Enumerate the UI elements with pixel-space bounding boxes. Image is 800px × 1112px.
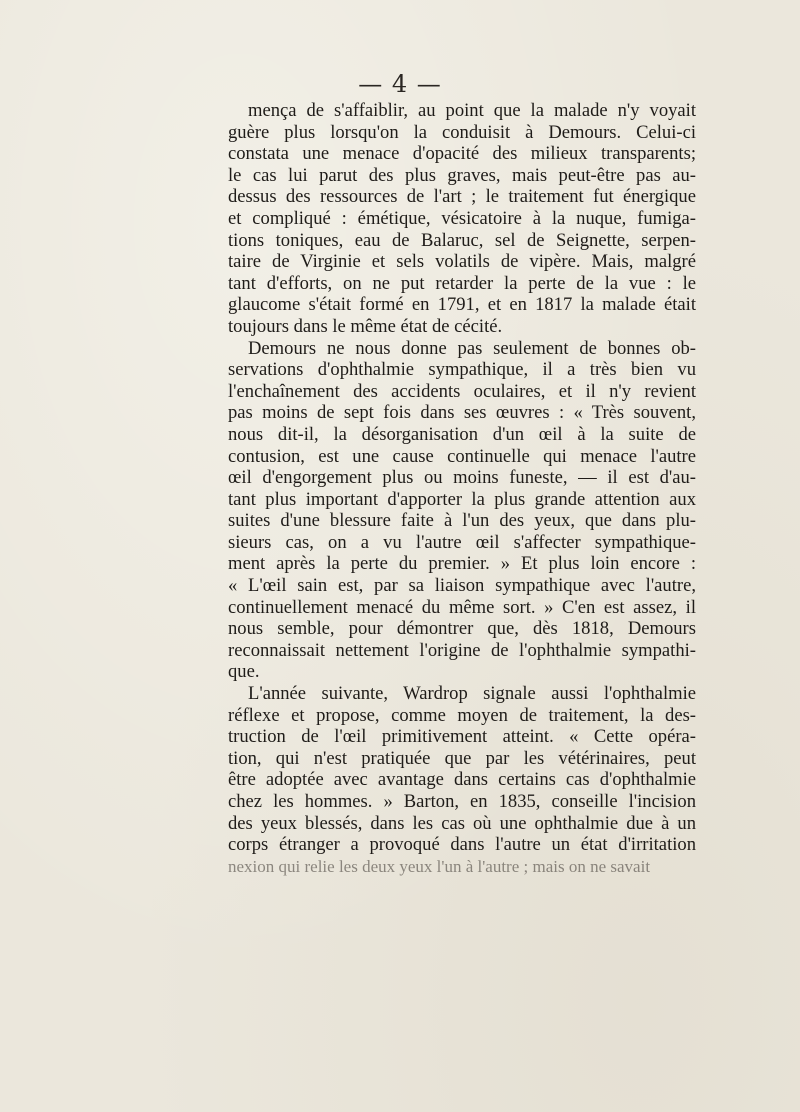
text-line: dessus des ressources de l'art ; le traitement fut énergique [228,186,696,208]
text-line: continuellement menacé du même sort. » C'en est assez, il [228,596,696,618]
text-line: suites d'une blessure faite à l'un des yeux, que dans plu- [228,510,696,532]
text-line: L'année suivante, Wardrop signale aussi l'ophthalmie [248,683,696,705]
text-line: nous dit-il, la désorganisation d'un œil à la suite de [228,423,696,445]
text-line: chez les hommes. » Barton, en 1835, conseille l'incision [228,791,696,812]
text-line: « L'œil sain est, par sa liaison sympathique avec l'autre, [228,575,696,597]
text-line: nous semble, pour démontrer que, dès 1818, Demours [228,618,696,640]
text-line: sieurs cas, on a vu l'autre œil s'affecter sympathique- [228,531,696,553]
text-line: œil d'engorgement plus ou moins funeste, — il est d'au- [228,467,696,489]
text-line: tion, qui n'est pratiquée que par les vétérinaires, peut [228,747,696,769]
text-line: guère plus lorsqu'on la conduisit à Demours. Celui-ci [228,121,696,143]
text-line: ment après la perte du premier. » Et plus loin encore : [228,553,696,575]
text-line: le cas lui parut des plus graves, mais peut-être pas au- [228,164,696,186]
text-line: tant d'efforts, on ne put retarder la perte de la vue : le [228,272,696,294]
text-line: truction de l'œil primitivement atteint. « Cette opéra- [228,726,696,748]
text-line: Demours ne nous donne pas seulement de bonnes ob- [248,337,696,359]
text-line: pas moins de sept fois dans ses œuvres : « Très souvent, [228,402,696,424]
text-line: corps étranger a provoqué dans l'autre un état d'irritation [228,834,696,856]
text-line: des yeux blessés, dans les cas où une ophthalmie due à un [228,812,696,834]
text-line: contusion, est une cause continuelle qui menace l'autre [228,445,696,467]
text-line: tant plus important d'apporter la plus grande attention aux [228,488,696,510]
text-line: nexion qui relie les deux yeux l'un à l'autre ; mais on ne savait [228,856,651,876]
text-line: que. [228,661,260,683]
text-line: toujours dans le même état de cécité. [228,315,503,337]
text-line: tions toniques, eau de Balaruc, sel de Seignette, serpen- [228,229,696,251]
text-line: taire de Virginie et sels volatils de vipère. Mais, malgré [228,251,696,273]
text-line: réflexe et propose, comme moyen de traitement, la des- [228,704,696,726]
page-number: — 4 — [358,70,442,98]
text-line: glaucome s'était formé en 1791, et en 1817 la malade était [228,294,696,316]
text-line: l'enchaînement des accidents oculaires, et il n'y revient [228,380,696,402]
body-text [228,100,696,877]
text-line: mença de s'affaiblir, au point que la malade n'y voyait [248,100,696,121]
text-line: et compliqué : émétique, vésicatoire à la nuque, fumiga- [228,207,696,229]
text-line: servations d'ophthalmie sympathique, il a très bien vu [228,359,696,381]
text-line: reconnaissait nettement l'origine de l'ophthalmie sympathi- [228,639,696,661]
text-line: être adoptée avec avantage dans certains cas d'ophthalmie [228,769,696,791]
text-line: constata une menace d'opacité des milieux transparents; [228,143,696,165]
